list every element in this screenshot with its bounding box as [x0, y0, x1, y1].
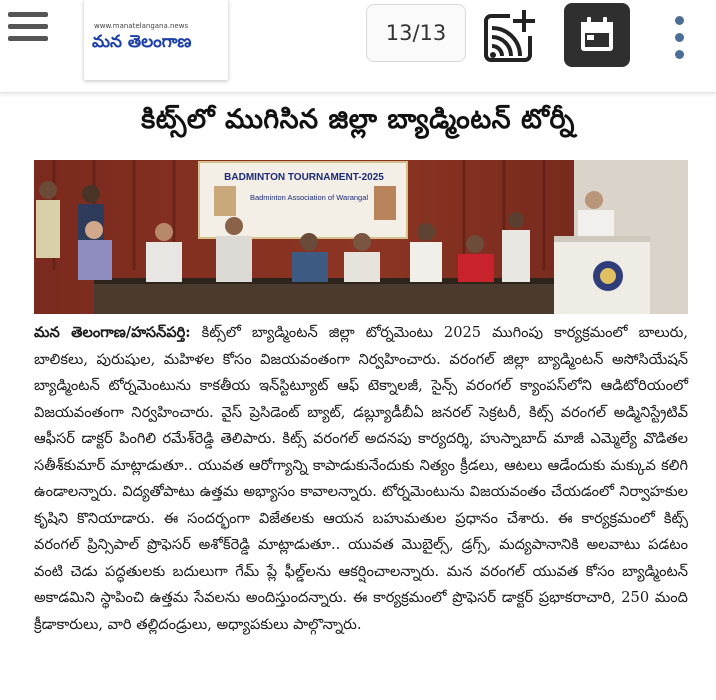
- article-dateline: మన తెలంగాణ/హసన్‌పర్తి:: [34, 324, 191, 341]
- cast-icon[interactable]: [482, 6, 542, 66]
- hamburger-menu-icon[interactable]: [8, 12, 48, 46]
- article-photo: [34, 160, 688, 314]
- more-vertical-icon[interactable]: [664, 16, 694, 64]
- top-toolbar: [0, 0, 716, 93]
- article-body-text: కిట్స్‌లో బ్యాడ్మింటన్ జిల్లా టోర్నమెంటు 2025 ముగింపు కార్యక్రమంలో బాలురు, బాలికలు, పురుషుల, మహిళల కోసం విజయవంతంగా నిర్వహించారు. వరంగల్ జిల్లా బ్యాడ్మింటన్ అసోసియేషన్ బ్యాడ్మింటన్ టోర్నమెంటును కాకతీయ ఇన్‌స్టిట్యూట్ ఆఫ్ టెక్నాలజీ, సైన్స్ వరంగల్ క్యాంపస్‌లోని ఆడిటోరియంలో విజయవంతంగా నిర్వహించారు. వైస్ ప్రెసిడెంట్ బ్యాట్, డబ్ల్యూడీబీఏ జనరల్ సెక్రటరీ, కిట్స్ వరంగల్ అడ్మినిస్ట్రేటివ్ ఆఫీసర్ డాక్టర్ పింగిలి రమేశ్‌రెడ్డి తెలిపారు. కిట్స్ వరంగల్ అదనపు కార్యదర్శి, హుస్నాబాద్ మాజీ ఎమ్మెల్యే వొడితల సతీశ్‌కుమార్ మాట్లాడుతూ.. యువత ఆరోగ్యాన్ని కాపాడుకునేందుకు నిత్యం క్రీడలు, ఆటలు ఆడేందుకు మక్కువ కలిగి ఉండాలన్నారు. విద్యతోపాటు ఉత్తమ అభ్యాసం కావాలన్నారు. టోర్నమెంటును విజయవంతం చేయడంలో నిర్వాహకుల కృషిని కొనియాడారు. ఈ సందర్భంగా విజేతలకు ఆయన బహుమతుల ప్రధానం చేశారు. ఈ కార్యక్రమంలో కిట్స్ వరంగల్ ప్రిన్సిపాల్ ప్రొఫెసర్ అశోక్‌రెడ్డి మాట్లాడుతూ.. యువత మొబైల్స్, డ్రగ్స్, మద్యపానానికి అలవాటు పడటం వంటి చెడు పద్ధతులకు బదులుగా గేమ్ ప్లే ఫీల్డ్‌లను ఆకర్షించాలన్నారు. మన వరంగల్ యువత కోసం బ్యాడ్మింటన్ అకాడమిని స్థాపించి ఉత్తమ సేవలను అందిస్తుందన్నారు. ఈ కార్యక్రమంలో ప్రొఫెసర్ డాక్టర్ ప్రభాకరాచారి, 250 మంది క్రీడాకారులు, వారి తల్లిదండ్రులు, అధ్యాపకులు పాల్గొన్నారు.: [34, 324, 688, 633]
- page-counter[interactable]: 13/13: [366, 4, 466, 62]
- logo-name: మన తెలంగాణ: [92, 32, 192, 52]
- logo-url-text: www.manatelangana.news: [94, 22, 189, 30]
- article-headline: కిట్స్‌లో ముగిసిన జిల్లా బ్యాడ్మింటన్ టోర్నీ: [141, 104, 575, 135]
- banner-org: Badminton Association of Warangal: [249, 193, 369, 202]
- article-body: [34, 320, 688, 638]
- calendar-button[interactable]: [564, 3, 630, 67]
- publication-logo[interactable]: [84, 0, 228, 80]
- calendar-icon: [577, 15, 617, 55]
- banner-title: BADMINTON TOURNAMENT-2025: [224, 172, 384, 183]
